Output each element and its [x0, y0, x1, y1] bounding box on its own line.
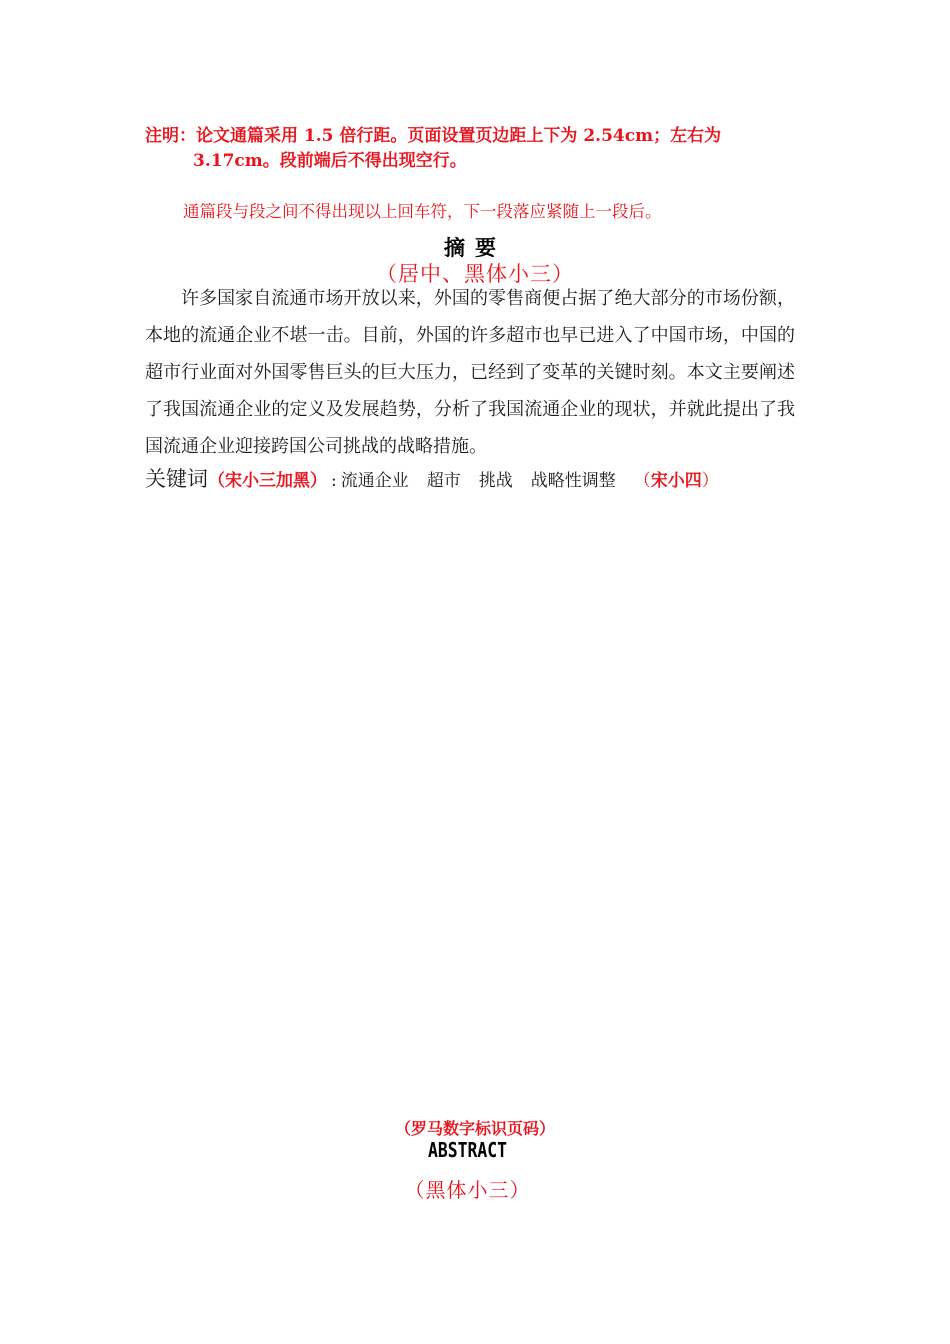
abstract-paragraph: 许多国家自流通市场开放以来，外国的零售商便占据了绝大部分的市场份额，本地的流通企业不堪一击。目前，外国的许多超市也早已进入了中国市场，中国的超市行业面对外国零售巨头的巨大压力，已经到了变革的关键时刻。本文主要阐述了我国流通企业的定义及发展趋势，分析了我国流通企业的现状，并就此提出了我国流通企业迎接跨国公司挑战的战略措施。 [145, 288, 795, 457]
keyword-item: 流通企业 [340, 471, 409, 491]
abstract-title: 摘要 [444, 236, 506, 260]
keyword-item: 挑战 [478, 471, 513, 491]
keywords-font-note: （宋小四） [633, 471, 719, 491]
keyword-item: 战略性调整 [530, 471, 616, 491]
instruction-line-1: 注明：论文通篇采用 1.5 倍行距。页面设置页边距上下为 2.54cm；左右为 [145, 126, 722, 146]
formatting-instruction [145, 124, 805, 174]
abstract-body [145, 280, 795, 465]
english-abstract-title: ABSTRACT [427, 1138, 507, 1162]
keywords-line [145, 463, 845, 493]
keywords-label-note: （宋小三加黑） [208, 471, 327, 491]
keywords-label: 关键词 [145, 467, 208, 491]
instruction-line-2: 3.17cm。段前端后不得出现空行。 [193, 151, 467, 171]
abstract-title-format-note: （居中、黑体小三） [376, 262, 574, 286]
page-number-note: （罗马数字标识页码） [394, 1119, 555, 1138]
keywords-colon: : [331, 471, 337, 491]
keyword-item: 超市 [426, 471, 461, 491]
english-abstract-format-note: （黑体小三） [404, 1178, 531, 1202]
paragraph-instruction: 通篇段与段之间不得出现以上回车符，下一段落应紧随上一段后。 [183, 202, 662, 221]
